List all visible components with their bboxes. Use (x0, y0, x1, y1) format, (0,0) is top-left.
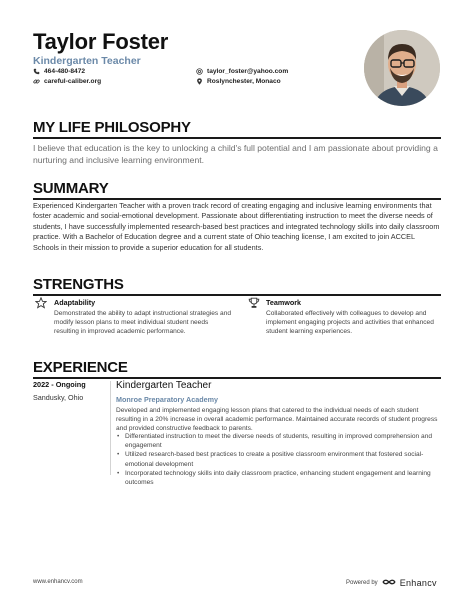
job-dates: 2022 - Ongoing (33, 380, 86, 389)
location-text: Roslynchester, Monaco (207, 78, 281, 85)
footer-website[interactable]: www.enhancv.com (33, 579, 83, 585)
section-heading-strengths: STRENGTHS (33, 276, 124, 293)
section-heading-summary: SUMMARY (33, 180, 109, 197)
strength-title: Adaptability (54, 298, 96, 307)
at-icon (196, 68, 203, 75)
philosophy-text: I believe that education is the key to unlocking a child's full potential and I am passionate about providing a nurturing and inclusive learning environment. (33, 143, 438, 165)
phone-icon (33, 68, 40, 75)
job-description: Developed and implemented engaging lesson plans that catered to the individual needs of each student resulting in a 20% increase in overall academic performance. Maintained accurate records of student progress and provided constructive feedback to parents. (116, 407, 438, 433)
footer-branding[interactable] (346, 578, 437, 588)
contact-email[interactable] (196, 68, 288, 75)
list-item: • Differentiated instruction to meet the diverse needs of students, resulting in improved comprehension and engagement (116, 432, 444, 450)
strength-description: Demonstrated the ability to adapt instructional strategies and modify lesson plans to meet individual student needs resulting in improved academic performance. (54, 310, 232, 336)
job-location: Sandusky, Ohio (33, 393, 84, 402)
powered-by-label: Powered by (346, 580, 378, 586)
section-heading-experience: EXPERIENCE (33, 359, 128, 376)
brand-name: Enhancv (399, 578, 437, 588)
enhancv-logo-icon (382, 578, 396, 588)
profile-photo (364, 30, 440, 106)
phone-text: 464-480-8472 (44, 68, 86, 75)
company-name: Monroe Preparatory Academy (116, 395, 218, 404)
section-divider (33, 377, 441, 379)
location-pin-icon (196, 78, 203, 85)
contact-location (196, 78, 281, 85)
section-divider (33, 198, 441, 200)
list-item: • Incorporated technology skills into daily classroom practice, enhancing student engagement and learning outcomes (116, 469, 444, 487)
section-heading-philosophy: MY LIFE PHILOSOPHY (33, 119, 191, 136)
email-text[interactable]: taylor_foster@yahoo.com (207, 68, 289, 75)
list-item: • Utilized research-based best practices to create a positive classroom environment that fostered social-emotional development (116, 450, 444, 468)
strength-description: Collaborated effectively with colleagues to develop and implement engaging projects and activities that enhanced student learning experiences. (266, 310, 434, 336)
candidate-name: Taylor Foster (33, 29, 169, 54)
trophy-icon (248, 296, 260, 308)
contact-phone (33, 68, 85, 75)
website-text[interactable]: careful-caliber.org (44, 78, 102, 85)
timeline-divider (110, 381, 111, 475)
star-icon (35, 296, 47, 308)
job-bullets (116, 432, 444, 487)
summary-text: Experienced Kindergarten Teacher with a proven track record of creating engaging and inclusive learning environments that foster academic and social-emotional development. Passionate about differentiating instruction to meet the diverse needs of students, I have successfully implemented research-based best practices and integrated technology skills into daily classroom practice. With a Bachelor of Education degree and a current state of Ohio teaching license, I am excited to join ACCEL Schools in their mission to provide a superior education for all students. (33, 201, 440, 252)
candidate-title: Kindergarten Teacher (33, 55, 141, 67)
contact-website[interactable] (33, 78, 101, 85)
job-title: Kindergarten Teacher (116, 380, 212, 391)
section-divider (33, 137, 441, 139)
section-divider (33, 294, 441, 296)
strength-title: Teamwork (266, 298, 302, 307)
link-icon (33, 78, 40, 85)
